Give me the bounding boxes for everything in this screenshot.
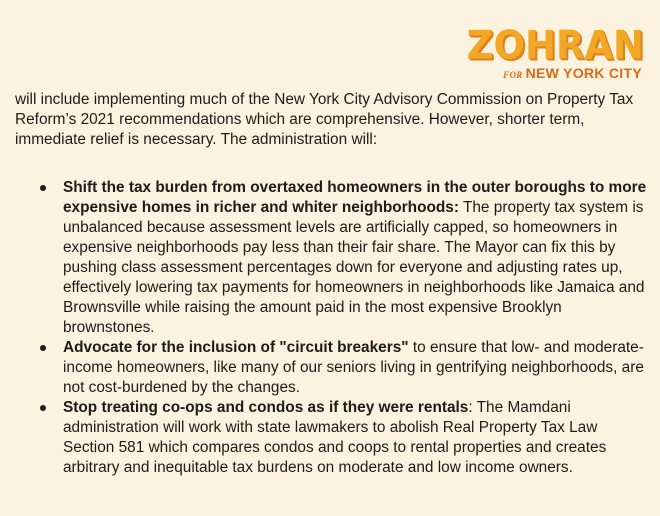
intro-paragraph: will include implementing much of the New York City Advisory Commission on Property Tax Reform’s 2021 recommendations which are comprehensive. However, shorter term, immediate relief is necessary. The administration will: (15, 91, 634, 148)
campaign-logo (466, 22, 644, 83)
bullet-icon (40, 405, 46, 411)
logo-wordmark: ZOHRAN (466, 22, 644, 69)
policy-list (15, 178, 650, 478)
bullet-icon (40, 185, 46, 191)
bullet-heading: Advocate for the inclusion of "circuit breakers" (63, 339, 409, 356)
list-item (15, 178, 650, 338)
bullet-icon (40, 345, 46, 351)
logo-for: FOR (503, 70, 523, 80)
bullet-heading: Stop treating co-ops and condos as if they were rentals (63, 399, 469, 416)
bullet-body: to ensure that low- and moderate-income homeowners, like many of our seniors living in gentrifying neighborhoods, are not cost-burdened by the changes. (63, 339, 644, 396)
bullet-body: : The Mamdani administration will work with state lawmakers to abolish Real Property Tax Law Section 581 which compares condos and coops to rental properties and creates arbitrary and inequitable tax burdens on moderate and low income owners. (63, 399, 607, 476)
logo-city: NEW YORK CITY (525, 65, 642, 81)
bullet-body: The property tax system is unbalanced because assessment levels are artificially capped, so homeowners in expensive neighborhoods pay less than their fair share. The Mayor can fix this by pushing class assessment percentages down for everyone and adjusting rates up, effectively lowering tax payments for homeowners in neighborhoods like Jamaica and Brownsville while raising the amount paid in the most expensive Brooklyn brownstones. (63, 199, 645, 336)
list-item (15, 338, 650, 398)
bullet-heading: Shift the tax burden from overtaxed homeowners in the outer boroughs to more expensive homes in richer and whiter neighborhoods: (63, 179, 647, 216)
list-item (15, 398, 650, 478)
